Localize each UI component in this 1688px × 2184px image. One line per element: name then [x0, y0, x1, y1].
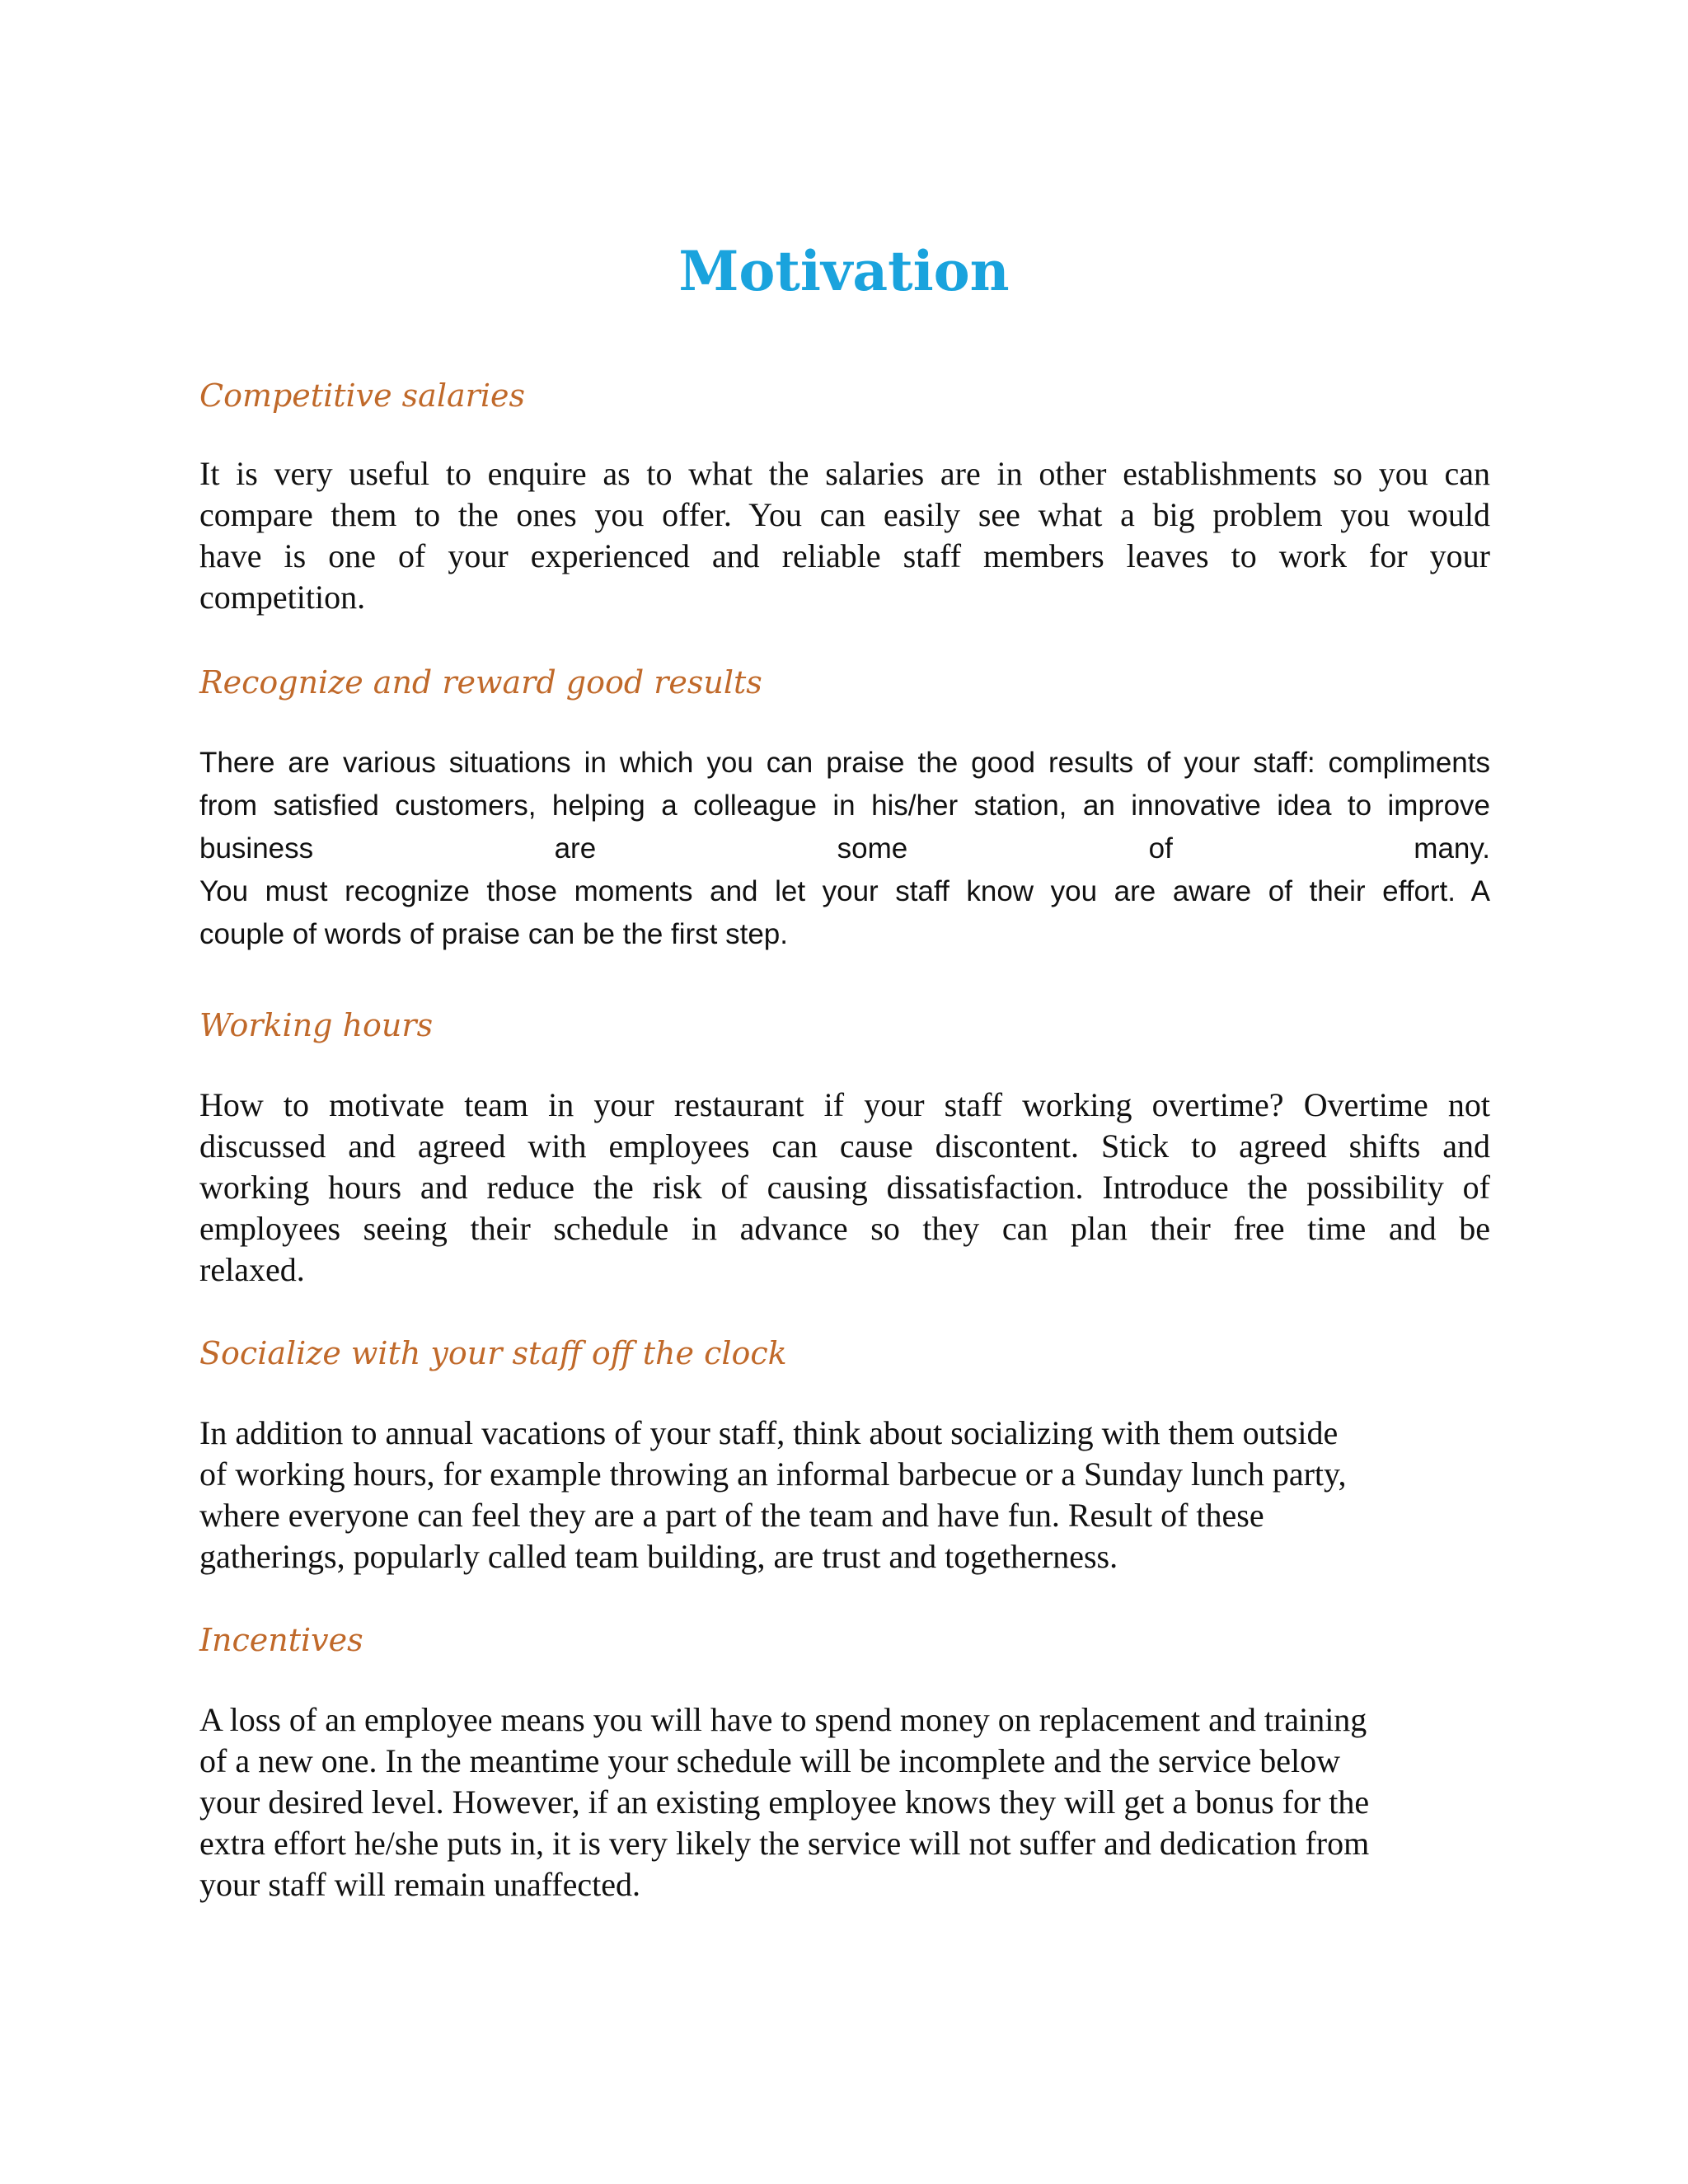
- section-body-socialize: [199, 1413, 1490, 1577]
- section-heading-working-hours: Working hours: [199, 1007, 434, 1043]
- body-line: working hours and reduce the risk of causing dissatisfaction. Introduce the possibility of: [199, 1169, 1490, 1206]
- body-line: have is one of your experienced and reliable staff members leaves to work for your: [199, 537, 1490, 574]
- body-line: of a new one. In the meantime your schedule will be incomplete and the service below: [199, 1742, 1340, 1779]
- body-line: from satisfied customers, helping a colleague in his/her station, an innovative idea to improve: [199, 790, 1490, 822]
- section-body-working-hours: [199, 1085, 1490, 1291]
- body-line: It is very useful to enquire as to what the salaries are in other establishments so you can: [199, 455, 1490, 492]
- body-line: your staff will remain unaffected.: [199, 1866, 640, 1903]
- section-body-incentives: [199, 1699, 1490, 1905]
- section-heading-competitive-salaries: Competitive salaries: [199, 377, 525, 414]
- body-line: There are various situations in which you can praise the good results of your staff: compliments: [199, 747, 1490, 779]
- body-line: relaxed.: [199, 1251, 305, 1288]
- body-line: of working hours, for example throwing an informal barbecue or a Sunday lunch party,: [199, 1455, 1347, 1493]
- body-line: You must recognize those moments and let your staff know you are aware of their effort. A: [199, 875, 1490, 907]
- body-line: gatherings, popularly called team building, are trust and togetherness.: [199, 1538, 1118, 1575]
- section-body-competitive-salaries: [199, 453, 1490, 618]
- body-line: extra effort he/she puts in, it is very likely the service will not suffer and dedication from: [199, 1825, 1370, 1862]
- section-heading-incentives: Incentives: [199, 1622, 363, 1658]
- section-heading-socialize: Socialize with your staff off the clock: [199, 1335, 787, 1371]
- section-body-recognize-reward: [199, 742, 1490, 956]
- body-line: couple of words of praise can be the first step.: [199, 918, 788, 950]
- page-title: Motivation: [678, 239, 1010, 303]
- body-line: discussed and agreed with employees can cause discontent. Stick to agreed shifts and: [199, 1127, 1490, 1165]
- body-line: where everyone can feel they are a part of the team and have fun. Result of these: [199, 1497, 1264, 1534]
- body-line: In addition to annual vacations of your staff, think about socializing with them outside: [199, 1414, 1339, 1451]
- section-heading-recognize-reward: Recognize and reward good results: [199, 664, 762, 701]
- body-line: A loss of an employee means you will have to spend money on replacement and training: [199, 1701, 1367, 1738]
- body-line: How to motivate team in your restaurant if your staff working overtime? Overtime not: [199, 1086, 1490, 1123]
- body-line: compare them to the ones you offer. You can easily see what a big problem you would: [199, 496, 1490, 533]
- body-line: business are some of many.: [199, 832, 1490, 865]
- body-line: employees seeing their schedule in advance so they can plan their free time and be: [199, 1210, 1490, 1247]
- body-line: your desired level. However, if an existing employee knows they will get a bonus for the: [199, 1783, 1370, 1821]
- body-line: competition.: [199, 579, 366, 616]
